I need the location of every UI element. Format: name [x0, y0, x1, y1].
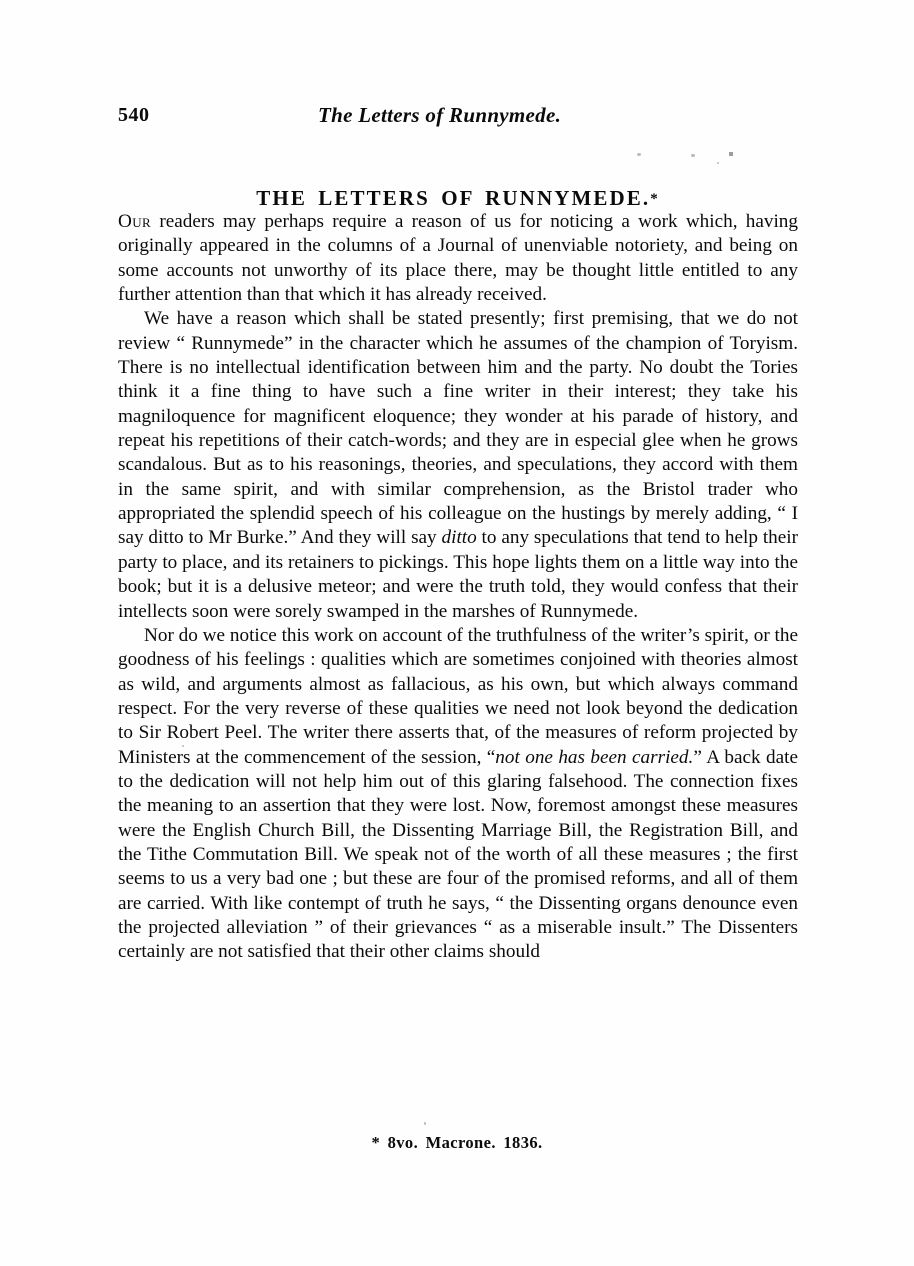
- scan-speckle: [717, 162, 719, 164]
- footnote: * 8vo. Macrone. 1836.: [371, 1133, 543, 1152]
- scan-speckle: [424, 1122, 426, 1125]
- footnote-marker: *: [650, 191, 658, 208]
- article-body: [118, 210, 798, 965]
- running-head: [118, 104, 798, 130]
- paragraph-3: [118, 624, 798, 965]
- paragraph-2-text-part-1: We have a reason which shall be stated presently; first premising, that we do not review “ Runnymede” in the character which he assumes of the champion of Toryism. There is no intellectual identification between him and the party. No doubt the Tories think it a fine thing to have such a fine writer in their interest; they take his magniloquence for magnificent eloquence; they wonder at his parade of history, and repeat his repetitions of their catch-words; and they are in especial glee when he grows scandalous. But as to his reasonings, theories, and speculations, they accord with them in the same spirit, and with similar comprehension, as the Bristol trader who appropriated the splendid speech of his colleague on the hustings by merely adding, “ I say ditto to Mr Burke.” And they will say: [118, 308, 798, 549]
- article-title: [0, 186, 914, 211]
- paragraph-1-text: readers may perhaps require a reason of us for noticing a work which, having originally appeared in the columns of a Journal of unenviable notoriety, and being on some accounts not unworthy of its place there, may be thought little entitled to any further attention than that which it has already received.: [118, 211, 798, 306]
- scan-speckle: [637, 153, 641, 156]
- drop-smallcaps-opening: Our: [118, 211, 152, 232]
- scan-speckle: [729, 152, 733, 156]
- paragraph-2-italic-ditto: ditto: [441, 527, 477, 549]
- article-title-text: THE LETTERS OF RUNNYMEDE.: [256, 186, 651, 211]
- paragraph-1: [118, 210, 798, 307]
- paragraph-2-text-part-2: to any speculations that tend to help their party to place, and its retainers to pickings. This hope lights them on a little way into the book; but it is a delusive meteor; and were the truth told, they would confess that their intellects soon were sorely swamped in the marshes of Runnymede.: [118, 527, 798, 622]
- paragraph-3-italic-quotation: not one has been carried.: [495, 746, 694, 768]
- page-number: 540: [118, 104, 150, 126]
- paragraph-3-text-part-2: ” A back date to the dedication will not help him out of this glaring falsehood. The connection fixes the meaning to an assertion that they were lost. Now, foremost amongst these measures were the English Church Bill, the Dissenting Marriage Bill, the Registration Bill, and the Tithe Commutation Bill. We speak not of the worth of all these measures ; the first seems to us a very bad one ; but these are four of the promised reforms, and all of them are carried. With like contempt of truth he says, “ the Dissenting organs denounce even the projected alleviation ” of their grievances “ as a miserable insult.” The Dissenters certainly are not satisfied that their other claims should: [118, 746, 798, 963]
- paragraph-3-text-part-1: Nor do we notice this work on account of the truthfulness of the writer’s spirit, or the goodness of his feelings : qualities which are sometimes conjoined with theories almost as wild, and arguments almost as fallacious, as his own, but which always command respect. For the very reverse of these qualities we need not look beyond the dedication to Sir Robert Peel. The writer there asserts that, of the measures of reform projected by Ministers at the commencement of the session, “: [118, 624, 798, 768]
- running-title: The Letters of Runnymede.: [318, 103, 562, 127]
- paragraph-2: [118, 307, 798, 623]
- scan-speckle: [691, 154, 695, 157]
